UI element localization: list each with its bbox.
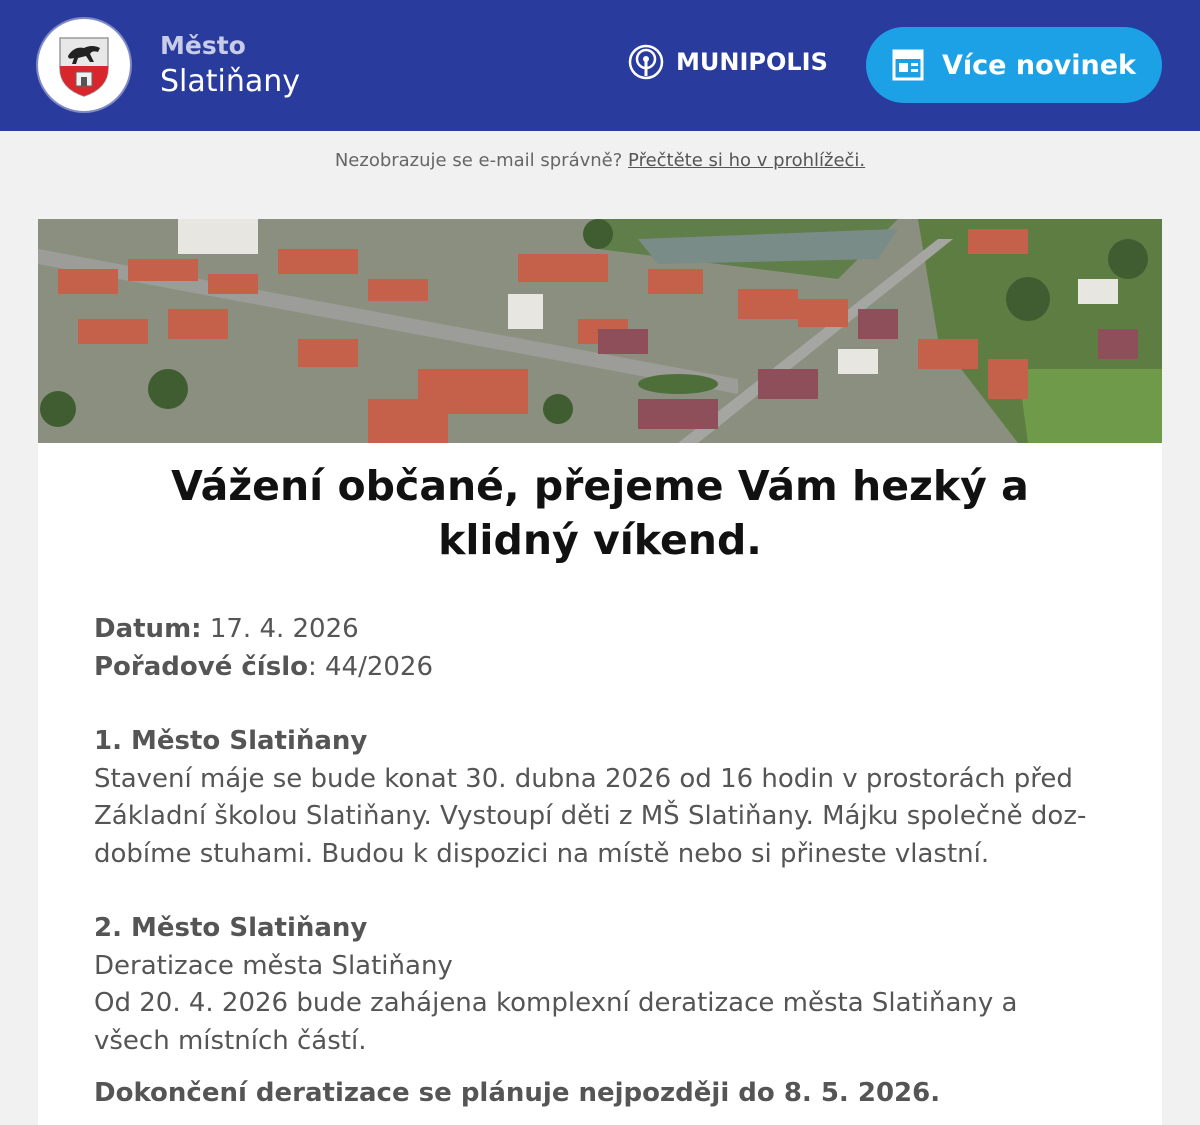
town-name-big: Slatiňany — [160, 64, 301, 99]
date-row — [94, 611, 1106, 649]
broadcast-icon — [628, 44, 664, 80]
more-news-button[interactable] — [866, 27, 1162, 103]
notice-text: Nezobrazuje se e-mail správně? — [334, 150, 623, 171]
number-label: Pořadové číslo — [94, 651, 308, 682]
town-name-small: Město — [160, 31, 246, 60]
date-label: Datum: — [94, 614, 202, 644]
news-item-line: Stavení máje se bude konat 30. dubna 2026 od 16 hodin v prostorách před — [94, 763, 1073, 794]
final-note: Dokončení deratizace se plánuje nejpozději do 8. 5. 2026. — [94, 1078, 941, 1108]
article-meta — [94, 611, 1106, 686]
news-item — [94, 723, 1106, 873]
newspaper-icon — [892, 49, 924, 81]
coat-of-arms-icon — [54, 32, 114, 98]
more-news-label: Více novinek — [942, 49, 1136, 81]
news-item-heading: 2. Město Slatiňany — [94, 913, 368, 943]
date-value: 17. 4. 2026 — [209, 614, 359, 644]
munipolis-label: MUNIPOLIS — [676, 48, 828, 76]
news-item-line: dobíme stuhami. Budou k dispozici na místě nebo si přineste vlastní. — [94, 838, 990, 869]
article-title: Vážení občané, přejeme Vám hezký a klidný víkend. — [171, 462, 1029, 564]
news-item-line: všech místních částí. — [94, 1025, 367, 1056]
news-item-line: Od 20. 4. 2026 bude zahájena komplexní deratizace města Slatiňany a — [94, 988, 1018, 1018]
header-bar — [0, 0, 1200, 131]
news-item-line: Deratizace města Slatiňany — [94, 950, 453, 981]
news-item-heading: 1. Město Slatiňany — [94, 726, 368, 756]
article-card — [38, 219, 1162, 1125]
news-item — [94, 910, 1106, 1060]
munipolis-brand[interactable] — [628, 44, 828, 80]
town-logo[interactable] — [38, 19, 130, 111]
town-name — [160, 30, 300, 102]
article-content — [94, 611, 1106, 1113]
number-value: : 44/2026 — [307, 651, 434, 682]
news-item-line: Základní školou Slatiňany. Vystoupí děti z MŠ Slatiňany. Májku společně doz- — [94, 801, 1087, 831]
number-row — [94, 649, 1106, 687]
view-in-browser-link[interactable]: Přečtěte si ho v prohlížeči. — [628, 150, 866, 171]
browser-notice — [0, 150, 1200, 171]
aerial-town-photo — [38, 219, 1162, 443]
